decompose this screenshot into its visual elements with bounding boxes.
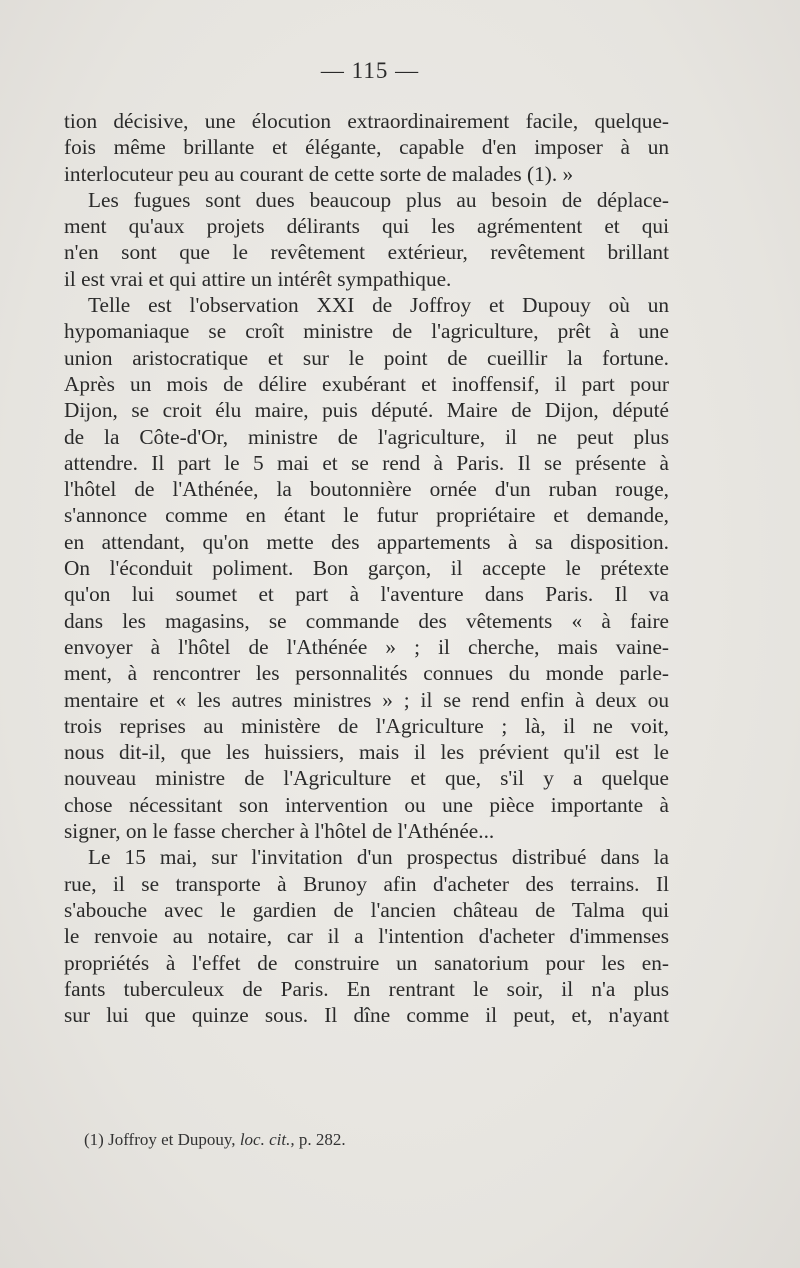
text-line: dans les magasins, se commande des vêtements « à faire xyxy=(64,608,669,633)
text-line: s'annonce comme en étant le futur propriétaire et demande, xyxy=(64,503,669,528)
text-line: nouveau ministre de l'Agriculture et que, s'il y a quelque xyxy=(64,766,669,791)
text-line: hypomaniaque se croît ministre de l'agriculture, prêt à une xyxy=(64,319,669,344)
text-line: union aristocratique et sur le point de cueillir la fortune. xyxy=(64,345,669,370)
text-line: chose nécessitant son intervention ou une pièce importante à xyxy=(64,792,669,817)
footnote-number: (1) xyxy=(84,1130,104,1149)
text-line: de la Côte-d'Or, ministre de l'agriculture, il ne peut plus xyxy=(64,424,669,449)
text-line: n'en sont que le revêtement extérieur, revêtement brillant xyxy=(64,240,669,265)
text-line: nous dit-il, que les huissiers, mais il les prévient qu'il est le xyxy=(64,740,669,765)
text-line: Le 15 mai, sur l'invitation d'un prospectus distribué dans la xyxy=(88,845,669,870)
text-line: fois même brillante et élégante, capable d'en imposer à un xyxy=(64,135,669,160)
text-line: s'abouche avec le gardien de l'ancien château de Talma qui xyxy=(64,897,669,922)
text-line: envoyer à l'hôtel de l'Athénée » ; il cherche, mais vaine- xyxy=(64,634,669,659)
body-text xyxy=(64,108,669,1028)
text-line: le renvoie au notaire, car il a l'intention d'acheter d'immenses xyxy=(64,924,669,949)
text-line: Telle est l'observation XXI de Joffroy et Dupouy où un xyxy=(88,293,669,318)
text-line: il est vrai et qui attire un intérêt sympathique. xyxy=(64,266,452,291)
text-line: Après un mois de délire exubérant et inoffensif, il part pour xyxy=(64,371,669,396)
text-line: trois reprises au ministère de l'Agriculture ; là, il ne voit, xyxy=(64,713,669,738)
footnote-page: p. 282. xyxy=(298,1130,346,1149)
footnote-ref: loc. cit., xyxy=(239,1130,295,1149)
text-line: qu'on lui soumet et part à l'aventure dans Paris. Il va xyxy=(64,582,669,607)
text-line: signer, on le fasse chercher à l'hôtel de l'Athénée... xyxy=(64,819,495,844)
text-line: rue, il se transporte à Brunoy afin d'acheter des terrains. Il xyxy=(64,871,669,896)
text-line: ment, à rencontrer les personnalités connues du monde parle- xyxy=(64,661,669,686)
footnote xyxy=(84,1130,346,1150)
footnote-authors: Joffroy et Dupouy, xyxy=(108,1130,236,1149)
text-line: mentaire et « les autres ministres » ; il se rend enfin à deux ou xyxy=(64,687,669,712)
text-line: Dijon, se croit élu maire, puis député. Maire de Dijon, député xyxy=(64,398,669,423)
page-number: — 115 — xyxy=(320,58,420,83)
text-line: propriétés à l'effet de construire un sanatorium pour les en- xyxy=(64,950,669,975)
text-line: l'hôtel de l'Athénée, la boutonnière ornée d'un ruban rouge, xyxy=(64,477,669,502)
text-line: On l'éconduit poliment. Bon garçon, il accepte le prétexte xyxy=(64,556,669,581)
text-line: en attendant, qu'on mette des appartements à sa disposition. xyxy=(64,529,669,554)
text-line: interlocuteur peu au courant de cette sorte de malades (1). » xyxy=(64,161,574,186)
text-line: tion décisive, une élocution extraordinairement facile, quelque- xyxy=(64,109,669,133)
text-line: sur lui que quinze sous. Il dîne comme il peut, et, n'ayant xyxy=(64,1003,669,1028)
text-line: Les fugues sont dues beaucoup plus au besoin de déplace- xyxy=(88,187,669,212)
text-line: attendre. Il part le 5 mai et se rend à Paris. Il se présente à xyxy=(64,450,669,475)
text-line: fants tuberculeux de Paris. En rentrant le soir, il n'a plus xyxy=(64,976,669,1001)
text-line: ment qu'aux projets délirants qui les agrémentent et qui xyxy=(64,214,669,239)
